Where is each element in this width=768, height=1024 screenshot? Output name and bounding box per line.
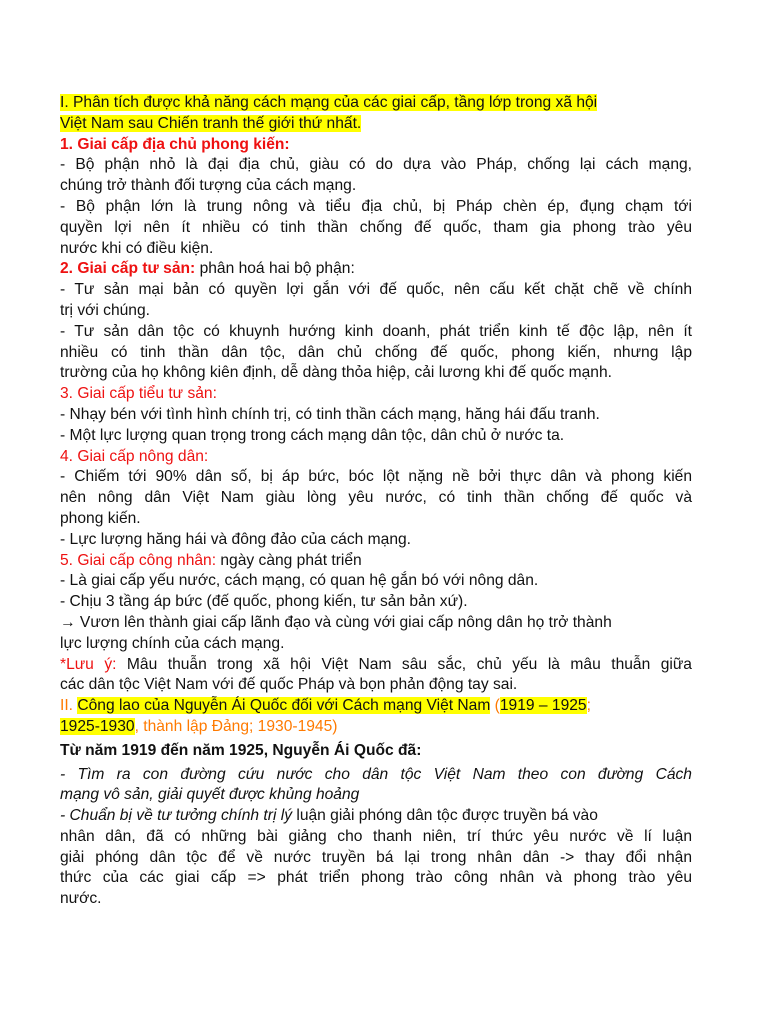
section1-title-line2: Việt Nam sau Chiến tranh thế giới thứ nhất. — [60, 114, 362, 132]
bourgeois-para2-line1: - Tư sản dân tộc có khuynh hướng kinh doanh, phát triển kinh tế độc lập, nên ít — [60, 322, 692, 340]
petty-heading: 3. Giai cấp tiểu tư sản: — [60, 385, 217, 403]
petty-para1: - Nhạy bén với tình hình chính trị, có tinh thần cách mạng, hăng hái đấu tranh. — [60, 405, 600, 423]
bourgeois-para1-line1: - Tư sản mại bản có quyền lợi gắn với đế quốc, nên cấu kết chặt chẽ về chính — [60, 281, 692, 299]
landlord-heading: 1. Giai cấp địa chủ phong kiến: — [60, 135, 290, 153]
era-para2-italic: - Chuẩn bị về tư tưởng chính trị lý — [60, 807, 293, 825]
bourgeois-heading: 2. Giai cấp tư sản: — [60, 260, 196, 278]
note-line2: các dân tộc Việt Nam với đế quốc Pháp và bọn phản động tay sai. — [60, 676, 518, 694]
section2-number: II. — [60, 697, 78, 715]
section2-title: Công lao của Nguyễn Ái Quốc đối với Cách mạng Việt Nam — [77, 697, 491, 715]
section2-rest: , thành lập Đảng; 1930-1945) — [134, 717, 338, 735]
petty-para2: - Một lực lượng quan trọng trong cách mạng dân tộc, dân chủ ở nước ta. — [60, 426, 565, 444]
landlord-para2-line3: nước khi có điều kiện. — [60, 239, 214, 257]
peasant-para1-line1: - Chiếm tới 90% dân số, bị áp bức, bóc lột nặng nề bởi thực dân và phong kiến — [60, 468, 692, 486]
peasant-para1-line2: nên nông dân Việt Nam giàu lòng yêu nước, có tinh thần chống đế quốc và — [60, 489, 692, 507]
section1-title-line1: I. Phân tích được khả năng cách mạng của các giai cấp, tầng lớp trong xã hội — [60, 94, 598, 111]
bourgeois-para2-line2: nhiều có tinh thần dân tộc, dân chủ chống đế quốc, phong kiến, nhưng lập — [60, 343, 692, 361]
worker-heading-line — [60, 551, 692, 572]
note-label: *Lưu ý: — [60, 655, 117, 673]
worker-para1: - Là giai cấp yếu nước, cách mạng, có quan hệ gắn bó với nông dân. — [60, 572, 539, 590]
document-page — [60, 93, 692, 910]
era-para2-line1: - Chuẩn bị về tư tưởng chính trị lý luận giải phóng dân tộc được truyền bá vào — [60, 807, 598, 825]
era-para2-line3: giải phóng dân tộc để về nước truyền bá lại trong nhân dân -> thay đổi nhận — [60, 848, 692, 866]
landlord-para2-line2: quyền lợi nên ít nhiều có tinh thần chống đế quốc, tham gia phong trào yêu — [60, 218, 692, 236]
worker-para3-line1: → Vươn lên thành giai cấp lãnh đạo và cùng với giai cấp nông dân họ trở thành — [60, 613, 612, 631]
bourgeois-para1-line2: trị với chúng. — [60, 301, 150, 319]
landlord-para1-line2: chúng trở thành đối tượng của cách mạng. — [60, 177, 357, 195]
era-para2-line2: nhân dân, đã có những bài giảng cho thanh niên, trí thức yêu nước về lí luận — [60, 827, 692, 845]
worker-heading: 5. Giai cấp công nhân: — [60, 551, 217, 569]
peasant-heading: 4. Giai cấp nông dân: — [60, 447, 209, 465]
arrow-right-icon: → — [60, 613, 76, 631]
note-line1: *Lưu ý: Mâu thuẫn trong xã hội Việt Nam sâu sắc, chủ yếu là mâu thuẫn giữa — [60, 655, 692, 673]
landlord-para2-line1: - Bộ phận lớn là trung nông và tiểu địa chủ, bị Pháp chèn ép, đụng chạm tới — [60, 197, 692, 215]
era-para2-line5: nước. — [60, 890, 102, 908]
era-para2-line4: thức của các giai cấp => phát triển phong trào công nhân và phong trào yêu — [60, 869, 692, 887]
section2-title-line1: II. Công lao của Nguyễn Ái Quốc đối với Cách mạng Việt Nam (1919 – 1925; — [60, 697, 591, 715]
bourgeois-heading-rest: phân hoá hai bộ phận: — [195, 260, 355, 278]
era-heading: Từ năm 1919 đến năm 1925, Nguyễn Ái Quốc đã: — [60, 741, 422, 759]
worker-para3-line2: lực lượng chính của cách mạng. — [60, 634, 285, 652]
landlord-para1-line1: - Bộ phận nhỏ là đại địa chủ, giàu có do dựa vào Pháp, chống lại cách mạng, — [60, 156, 692, 174]
worker-heading-rest: ngày càng phát triển — [216, 551, 362, 569]
bourgeois-para2-line3: trường của họ không kiên định, dễ dàng thỏa hiệp, cải lương khi đế quốc mạnh. — [60, 364, 612, 382]
section1-title — [60, 93, 692, 114]
section2-period2: 1925-1930 — [60, 717, 135, 735]
era-para1-line2: mạng vô sản, giải quyết được khủng hoảng — [60, 786, 360, 804]
section2-title-line2 — [60, 717, 692, 738]
peasant-para2: - Lực lượng hăng hái và đông đảo của cách mạng. — [60, 530, 411, 548]
worker-para2: - Chịu 3 tầng áp bức (đế quốc, phong kiến, tư sản bản xứ). — [60, 593, 468, 611]
peasant-para1-line3: phong kiến. — [60, 509, 141, 527]
era-para1-line1: - Tìm ra con đường cứu nước cho dân tộc Việt Nam theo con đường Cách — [60, 765, 692, 783]
section2-period1: 1919 – 1925 — [499, 697, 587, 715]
bourgeois-heading-line — [60, 259, 692, 280]
